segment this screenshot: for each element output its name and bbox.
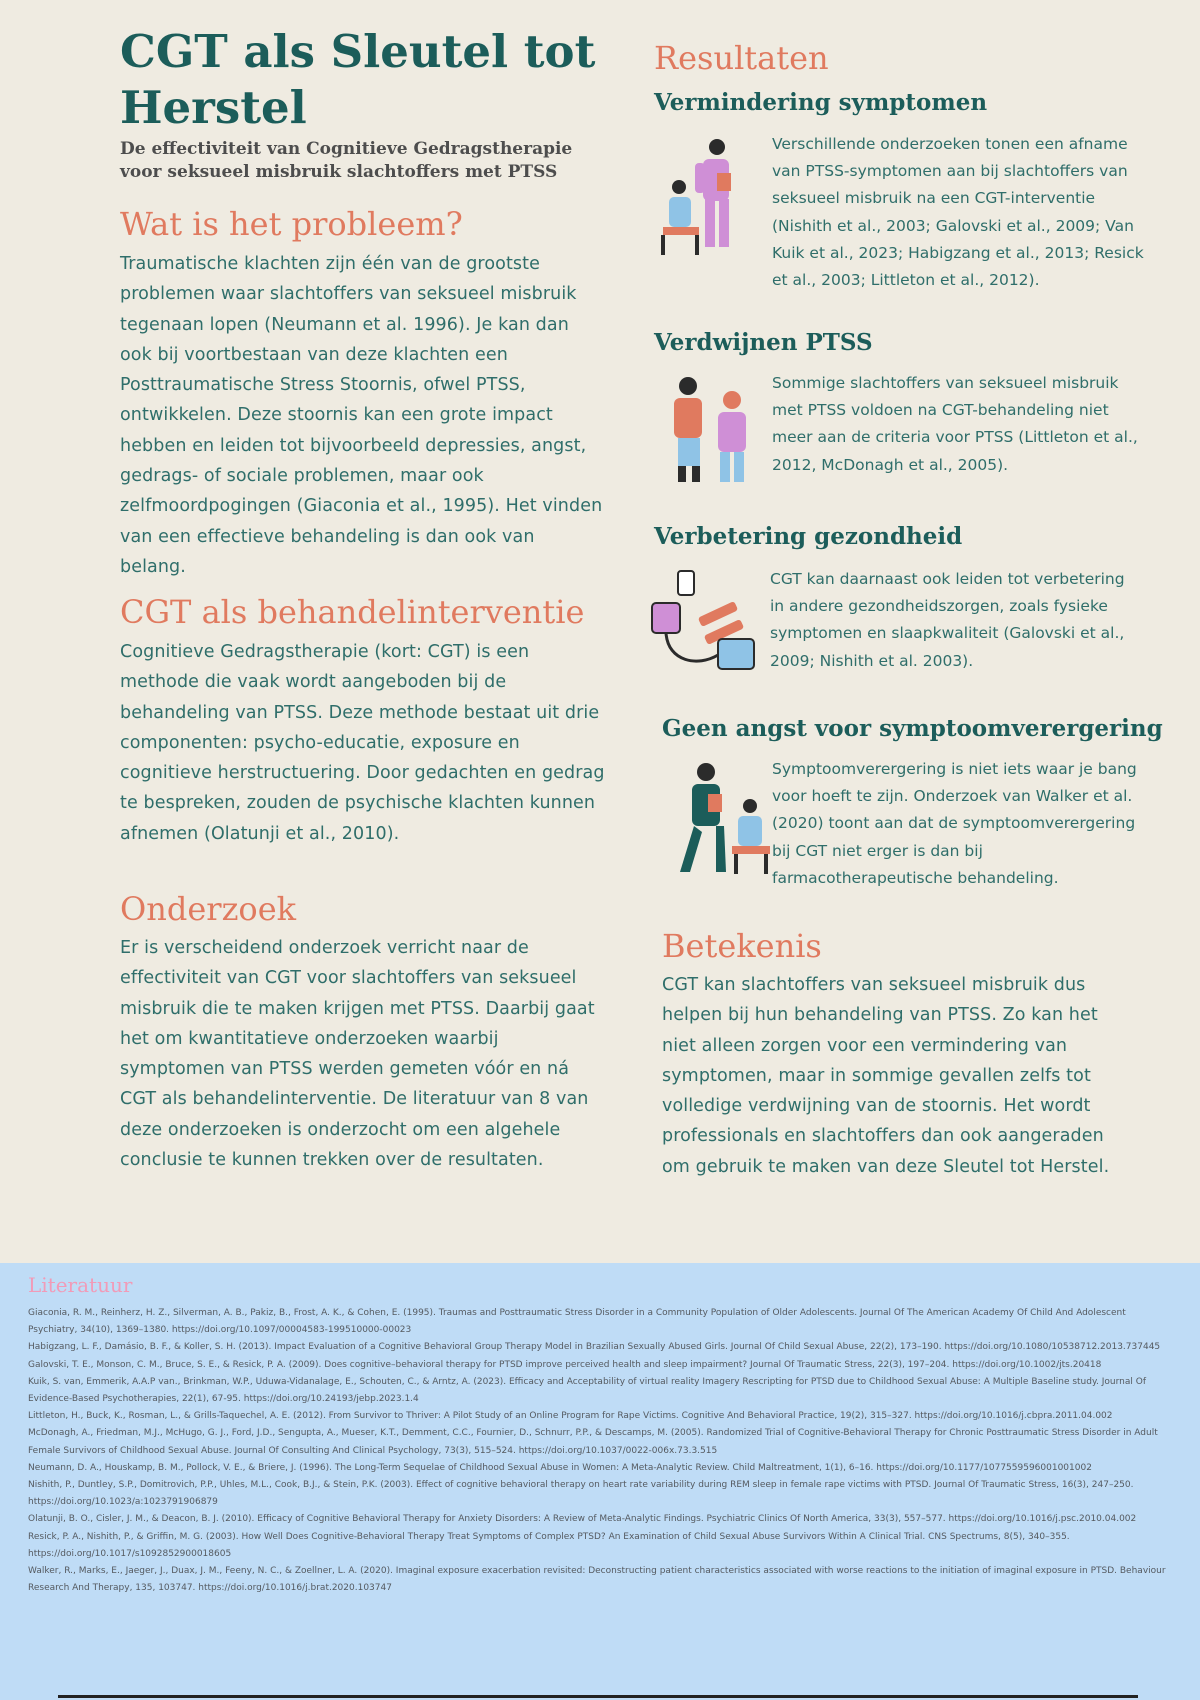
- section-text-no-fear: Symptoomverergering is niet iets waar je bang voor hoeft te zijn. Onderzoek van Walker et al. (2020) toont aan dat de symptoomverergering bij CGT niet erger is dan bij farmacotherapeutische behandeling.: [772, 760, 1137, 887]
- reference-list: [28, 1305, 1168, 1597]
- bottom-divider: [58, 1695, 1138, 1698]
- doctor-patient-illustration-icon: [655, 135, 755, 260]
- results-heading: Resultaten: [654, 39, 829, 77]
- section-heading-symptoms: Vermindering symptomen: [654, 89, 988, 116]
- reference-item: Giaconia, R. M., Reinherz, H. Z., Silverman, A. B., Pakiz, B., Frost, A. K., & Cohen, E. (1995). Traumas and Posttraumatic Stress Disorder in a Community Population of Older Adolescents. Journal Of The American Academy Of Child And Adolescent Psychiatry, 34(10), 1369–1380. https://doi.org/10.1097/00004583-199510000-00023: [28, 1308, 1126, 1336]
- reference-item: Olatunji, B. O., Cisler, J. M., & Deacon, B. J. (2010). Efficacy of Cognitive Behavioral Therapy for Anxiety Disorders: A Review of Meta-Analytic Findings. Psychiatric Clinics Of North America, 33(3), 557–577. https://doi.org/10.1016/j.psc.2010.04.002: [28, 1514, 1137, 1525]
- page-title: CGT als Sleutel tot Herstel: [120, 25, 596, 134]
- page-subtitle: De effectiviteit van Cognitieve Gedragstherapie voor seksueel misbruik slachtoffers met PTSS: [120, 139, 573, 182]
- section-text-ptss-gone: Sommige slachtoffers van seksueel misbruik met PTSS voldoen na CGT-behandeling niet meer aan de criteria voor PTSS (Littleton et al., 2012, McDonagh et al., 2005).: [772, 374, 1138, 474]
- nurse-patient-illustration-icon: [672, 760, 772, 878]
- reference-item: Resick, P. A., Nishith, P., & Griffin, M. G. (2003). How Well Does Cognitive-Behavioral Therapy Treat Symptoms of Complex PTSD? An Examination of Child Sexual Abuse Survivors Within A Clinical Trial. CNS Spectrums, 8(5), 340–355. https://doi.org/10.1017/s1092852900018605: [28, 1531, 1070, 1559]
- literature-section: [0, 1263, 1200, 1700]
- meaning-text: CGT kan slachtoffers van seksueel misbruik dus helpen bij hun behandeling van PTSS. Zo kan het niet alleen zorgen voor een vermindering van symptomen, maar in sommige gevallen zelfs tot volledige verdwijning van de stoornis. Het wordt professionals en slachtoffers dan ook aangeraden om gebruik te maken van deze Sleutel tot Herstel.: [662, 975, 1110, 1177]
- reference-item: Littleton, H., Buck, K., Rosman, L., & Grills-Taquechel, A. E. (2012). From Survivor to Thriver: A Pilot Study of an Online Program for Rape Victims. Cognitive And Behavioral Practice, 19(2), 315–327. https://doi.org/10.1016/j.cbpra.2011.04.002: [28, 1411, 1113, 1422]
- cgt-heading: CGT als behandelinterventie: [120, 593, 585, 631]
- research-text: Er is verscheidend onderzoek verricht naar de effectiviteit van CGT voor slachtoffers van seksueel misbruik die te maken krijgen met PTSS. Daarbij gaat het om kwantitatieve onderzoeken waarbij symptomen van PTSS werden gemeten vóór en ná CGT als behandelinterventie. De literatuur van 8 van deze onderzoeken is onderzocht om een algehele conclusie te kunnen trekken over de resultaten.: [120, 938, 595, 1171]
- section-text-symptoms: Verschillende onderzoeken tonen een afname van PTSS-symptomen aan bij slachtoffers van seksueel misbruik na een CGT-interventie (Nishith et al., 2003; Galovski et al., 2009; Van Kuik et al., 2023; Habigzang et al., 2013; Resick et al., 2003; Littleton et al., 2012).: [772, 135, 1144, 290]
- section-text-health: CGT kan daarnaast ook leiden tot verbetering in andere gezondheidszorgen, zoals fysieke symptomen en slaapkwaliteit (Galovski et al., 2009; Nishith et al. 2003).: [770, 570, 1125, 670]
- meaning-heading: Betekenis: [662, 927, 822, 965]
- section-heading-no-fear: Geen angst voor symptoomverergering: [662, 715, 1163, 742]
- problem-text: Traumatische klachten zijn één van de grootste problemen waar slachtoffers van seksueel misbruik tegenaan lopen (Neumann et al. 1996). Je kan dan ook bij voortbestaan van deze klachten een Posttraumatische Stress Stoornis, ofwel PTSS, ontwikkelen. Deze stoornis kan een grote impact hebben en leiden tot bijvoorbeeld depressies, angst, gedrags- of sociale problemen, maar ook zelfmoordpogingen (Giaconia et al., 1995). Het vinden van een effectieve behandeling is dan ook van belang.: [120, 254, 603, 577]
- reference-item: Neumann, D. A., Houskamp, B. M., Pollock, V. E., & Briere, J. (1996). The Long-Term Sequelae of Childhood Sexual Abuse in Women: A Meta-Analytic Review. Child Maltreatment, 1(1), 6–16. https://doi.org/10.1177/1077559596001001002: [28, 1462, 1092, 1473]
- research-heading: Onderzoek: [120, 890, 297, 928]
- health-equipment-illustration-icon: [648, 567, 763, 677]
- two-people-illustration-icon: [660, 372, 760, 487]
- reference-item: Kuik, S. van, Emmerik, A.A.P van., Brinkman, W.P., Uduwa-Vidanalage, E., Schouten, C., & Arntz, A. (2023). Efficacy and Acceptability of virtual reality Imagery Rescripting for PTSD due to Childhood Sexual Abuse: A Multiple Baseline study. Journal Of Evidence-Based Psychotherapies, 22(1), 67-95. https://doi.org/10.24193/jebp.2023.1.4: [28, 1376, 1146, 1405]
- reference-item: Galovski, T. E., Monson, C. M., Bruce, S. E., & Resick, P. A. (2009). Does cognitive–behavioral therapy for PTSD improve perceived health and sleep impairment? Journal Of Traumatic Stress, 22(3), 197–204. https://doi.org/10.1002/jts.20418: [28, 1359, 1102, 1370]
- reference-item: Nishith, P., Duntley, S.P., Domitrovich, P.P., Uhles, M.L., Cook, B.J., & Stein, P.K. (2003). Effect of cognitive behavioral therapy on heart rate variability during REM sleep in female rape victims with PTSD. Journal Of Traumatic Stress, 16(3), 247–250. https://doi.org/10.1023/a:1023791906879: [28, 1480, 1134, 1508]
- section-heading-ptss-gone: Verdwijnen PTSS: [654, 329, 873, 356]
- cgt-text: Cognitieve Gedragstherapie (kort: CGT) is een methode die vaak wordt aangeboden bij de behandeling van PTSS. Deze methode bestaat uit drie componenten: psycho-educatie, exposure en cognitieve herstructuering. Door gedachten en gedrag te bespreken, zouden de psychische klachten kunnen afnemen (Olatunji et al., 2010).: [120, 642, 605, 844]
- section-heading-health: Verbetering gezondheid: [654, 523, 963, 550]
- problem-heading: Wat is het probleem?: [120, 205, 463, 243]
- reference-item: Habigzang, L. F., Damásio, B. F., & Koller, S. H. (2013). Impact Evaluation of a Cognitive Behavioral Group Therapy Model in Brazilian Sexually Abused Girls. Journal Of Child Sexual Abuse, 22(2), 173–190. https://doi.org/10.1080/10538712.2013.737445: [28, 1342, 1161, 1353]
- reference-item: McDonagh, A., Friedman, M.J., McHugo, G. J., Ford, J.D., Sengupta, A., Mueser, K.T., Demment, C.C., Fournier, D., Schnurr, P.P., & Descamps, M. (2005). Randomized Trial of Cognitive-Behavioral Therapy for Chronic Posttraumatic Stress Disorder in Adult Female Survivors of Childhood Sexual Abuse. Journal Of Consulting And Clinical Psychology, 73(3), 515–524. https://doi.org/10.1037/0022-006x.73.3.515: [28, 1428, 1158, 1456]
- literature-heading: Literatuur: [28, 1273, 133, 1297]
- reference-item: Walker, R., Marks, E., Jaeger, J., Duax, J. M., Feeny, N. C., & Zoellner, L. A. (2020). Imaginal exposure exacerbation revisited: Deconstructing patient characteristics associated with worse reactions to the initiation of imaginal exposure in PTSD. Behaviour Research And Therapy, 135, 103747. https://doi.org/10.1016/j.brat.2020.103747: [28, 1566, 1166, 1594]
